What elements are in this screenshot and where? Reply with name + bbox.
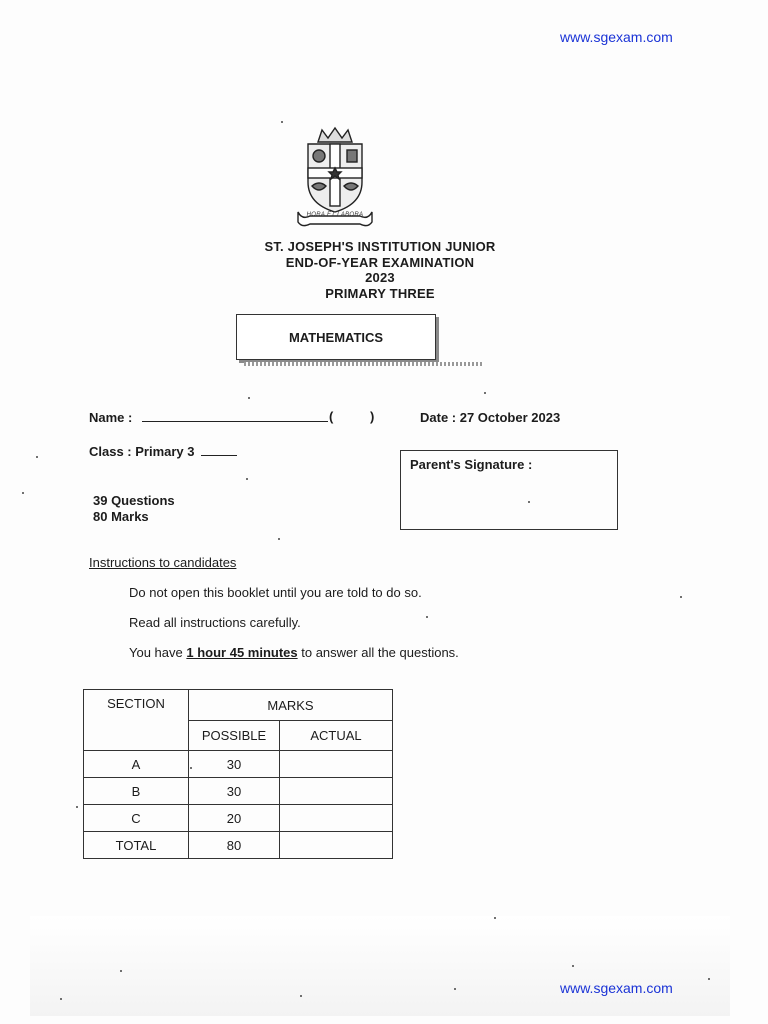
exam-name: END-OF-YEAR EXAMINATION xyxy=(285,255,475,270)
exam-date: Date : 27 October 2023 xyxy=(420,410,561,425)
instructions-title: Instructions to candidates xyxy=(89,555,237,570)
instruction-line-2: Read all instructions carefully. xyxy=(129,615,301,630)
exam-duration: 1 hour 45 minutes xyxy=(186,645,298,660)
total-marks: 80 Marks xyxy=(93,509,149,524)
row-c-possible: 20 xyxy=(189,805,280,832)
instruction-line-3-start: You have xyxy=(129,645,183,660)
row-a-actual[interactable] xyxy=(280,751,393,778)
row-c-actual[interactable] xyxy=(280,805,393,832)
exam-year: 2023 xyxy=(365,270,395,285)
header-possible: POSSIBLE xyxy=(189,721,280,751)
marks-table xyxy=(83,689,393,859)
class-label: Class : Primary 3 xyxy=(89,444,195,459)
register-open-paren: ( xyxy=(329,409,334,424)
parent-signature-box[interactable] xyxy=(400,450,618,530)
scan-noise-area xyxy=(30,916,730,1016)
instruction-line-3-end: to answer all the questions. xyxy=(301,645,459,660)
instruction-line-1: Do not open this booklet until you are told to do so. xyxy=(129,585,422,600)
footer-site-link[interactable]: www.sgexam.com xyxy=(560,980,673,996)
subject-box xyxy=(236,314,436,360)
subject-title: MATHEMATICS xyxy=(288,330,384,345)
table-row xyxy=(84,832,393,859)
table-row xyxy=(84,805,393,832)
header-marks: MARKS xyxy=(189,690,393,721)
row-b-possible: 30 xyxy=(189,778,280,805)
question-count: 39 Questions xyxy=(93,493,175,508)
name-field[interactable] xyxy=(142,421,328,422)
class-field[interactable] xyxy=(201,455,237,456)
school-name: ST. JOSEPH'S INSTITUTION JUNIOR xyxy=(264,239,496,254)
register-close-paren: ) xyxy=(370,409,375,424)
header-actual: ACTUAL xyxy=(280,721,393,751)
header-section: SECTION xyxy=(84,690,189,751)
row-total-possible: 80 xyxy=(189,832,280,859)
instruction-line-3 xyxy=(129,645,459,660)
row-a-possible: 30 xyxy=(189,751,280,778)
row-b-actual[interactable] xyxy=(280,778,393,805)
row-a-section: A xyxy=(84,751,189,778)
parent-signature-label: Parent's Signature : xyxy=(410,457,533,472)
name-label: Name : xyxy=(89,410,133,425)
table-row xyxy=(84,751,393,778)
scan-artifact-line xyxy=(244,362,484,366)
row-total-section: TOTAL xyxy=(84,832,189,859)
row-total-actual[interactable] xyxy=(280,832,393,859)
row-c-section: C xyxy=(84,805,189,832)
table-row xyxy=(84,778,393,805)
row-b-section: B xyxy=(84,778,189,805)
crest-motto: HORA ET LABORA xyxy=(306,212,364,218)
exam-level: PRIMARY THREE xyxy=(325,286,435,301)
header-site-link[interactable]: www.sgexam.com xyxy=(560,29,673,45)
